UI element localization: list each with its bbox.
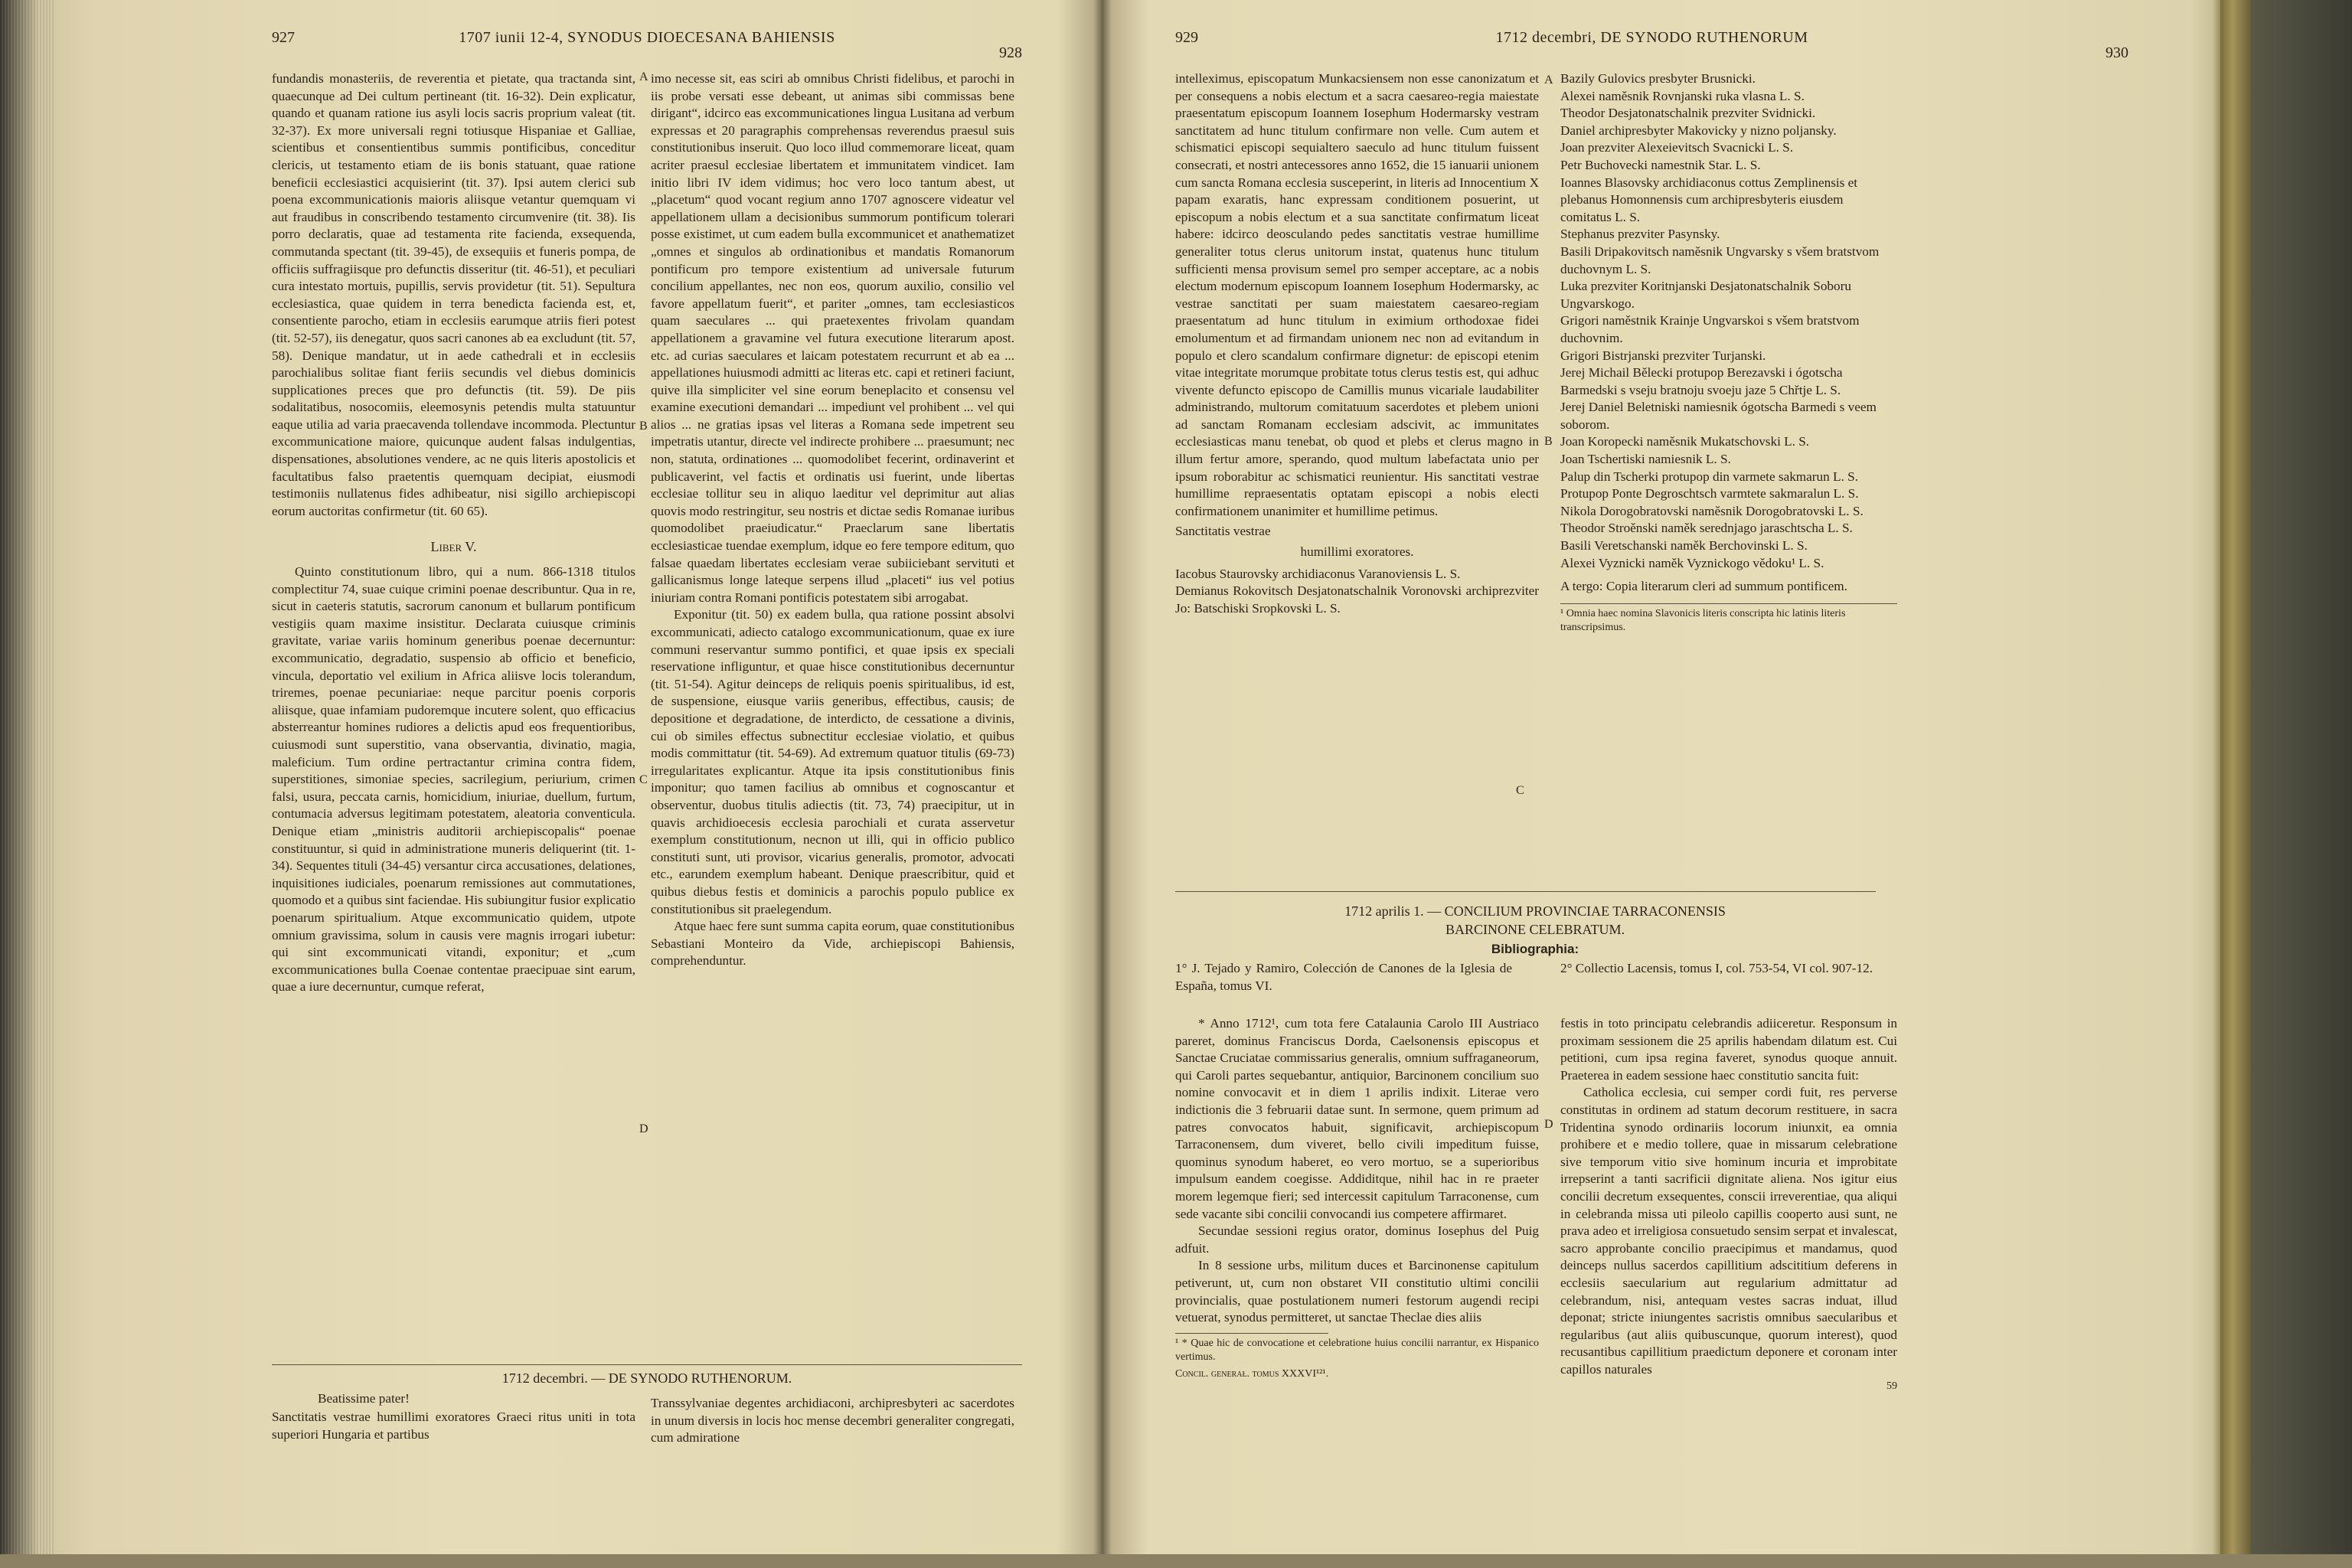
signature-line: Theodor Desjatonatschalnik prezviter Svidnicki.: [1560, 106, 1816, 121]
right-header: [1175, 29, 2197, 60]
margin-letter: D: [639, 1122, 648, 1135]
signature-line: Theodor Stroěnski naměk serednjago jaraschtscha L. S.: [1560, 521, 1853, 536]
section-heading: Liber V.: [430, 539, 477, 555]
paragraph: Secundae sessioni regius orator, dominus Iosephus del Puig adfuit.: [1175, 1223, 1539, 1256]
book-cover-edge: [2220, 0, 2251, 1568]
paragraph: Atque haec fere sunt summa capita eorum, quae constitutionibus Sebastiani Monteiro da Vide, archiepiscopi Bahiensis, comprehenduntur.: [651, 919, 1014, 969]
divider: [1175, 891, 1876, 892]
paragraph: In 8 sessione urbs, militum duces et Barcinonense capitulum petiverunt, ut, cum non obstaret VII constitutio ultimi concilii provincialis, quae postulationem numeri festorum augendi recipi vetuerat, synodus permitteret, ut sanctae Theclae dies aliis: [1175, 1258, 1539, 1325]
closing: Sanctitatis vestrae: [1175, 524, 1271, 539]
left-header: [272, 29, 1022, 60]
signature-line: Joan Tschertiski namiesnik L. S.: [1560, 452, 1731, 467]
page-number: 930: [2105, 44, 2128, 61]
page-number: 928: [999, 44, 1022, 61]
signature-line: Alexei naměsnik Rovnjanski ruka vlasna L. S.: [1560, 88, 1805, 103]
signature-line: Jerej Michail Bělecki protupop Berezavski i ógotscha Barmedski s vseju bratnoju svoeju jaze 5 Chřtje L. S.: [1560, 365, 1843, 397]
signature: Demianus Rokovitsch Desjatonatschalnik Voronovski archiprezviter Jo: Batschiski Sropkovski L. S.: [1175, 583, 1539, 616]
paragraph: imo necesse sit, eas sciri ab omnibus Christi fidelibus, et parochi in iis probe versati esse debeant, ut animas sibi commissas bene dirigant“, idcirco eas excommunicationes lingua Lusitana ad verbum expressas et 20 paragraphis comprehensas reverendus praesul suis constitutionibus inseruit. Quo loco illud commemorare liceat, quam acriter praesul ecclesiae libertatem et immunitatem vindicet. Iam initio libri IV idem vidimus; hoc vero loco tantum abest, ut „placetum“ quod vocant regium anno 1707 agnoscere videatur vel appellationem ullam a decisionibus summorum pontificum tolerari posse existimet, ut cum eadem bulla excommunicet et anathematizet „omnes et singulos ab ordinationibus et mandatis Romanorum pontificum pro tempore existentium ad universale futurum concilium appellantes, nec non eos, quorum auxilio, consilio vel favore appellatum fuerit“, et pariter „omnes, tam ecclesiasticos quam saeculares ... qui praetexentes frivolam quandam appellationem a gravamine vel futura executione literarum apost. etc. ad curias saeculares et laicam potestatem recurrunt et ab ea ... appellationes huiusmodi admitti ac literas etc. capi et retineri faciunt, quive illa simpliciter vel sine eorum beneplacito et consensu vel examine executioni demandari ... impediunt vel prohibent ... vel qui alios ... ne gratias ipsas vel literas a Romana sede impetrent seu impetratis utantur, directe vel indirecte prohibere ... praesumunt; nec non, statuta, ordinationes ... quomodolibet fecerint, ordinaverint et publicaverint, vel factis et ordinatis usi fuerint, unde libertas ecclesiae tollitur seu in aliquo laeditur vel deprimitur aut alias quovis modo restringitur, seu nostris et dictae sedis Romanae iuribus quomodolibet praeiudicatur.“ Praeclarum sane libertatis ecclesiasticae tuendae exemplum, idque eo fere tempore editum, quo falsae quaedam libertates ecclesiam verae subiiciebant servituti et gallicanismus longe lateque serpens illud „placeti“ ius vel potius iniuriam contra Romani pontificis potestatem sibi arrogabat.: [651, 71, 1014, 605]
margin-letter: A: [1544, 74, 1553, 87]
margin-letter: C: [1516, 784, 1524, 797]
paragraph: festis in toto principatu celebrandis adiiceretur. Responsum in proximam sessionem die 25 aprilis habendam dilatum est. Cui petitioni, cum ipsa regina faveret, synodus quoque annuit. Praeterea in eadem sessione haec constitutio sancita fuit:: [1560, 1016, 1897, 1083]
concil-column-1: [1175, 1015, 1539, 1381]
salutation: Beatissime pater!: [318, 1391, 410, 1406]
signature-line: Bazily Gulovics presbyter Brusnicki.: [1560, 71, 1756, 86]
footnote: ¹ * Quae hic de convocatione et celebratione huius concilii narrantur, ex Hispanico vertimus.: [1175, 1337, 1539, 1363]
section-title: 1712 aprilis 1. — CONCILIUM PROVINCIAE TARRACONENSIS: [1344, 903, 1726, 919]
page-number: 929: [1175, 29, 1198, 46]
right-page: [1175, 0, 2197, 1554]
paragraph: fundandis monasteriis, de reverentia et pietate, qua tractanda sint, quaecunque ad Dei cultum pertineant (tit. 16-32). Dein explicatur, quando et quanam ratione ius asyli locis sacris proprium valeat (tit. 32-37). Ex more universali regni totiusque Hispaniae et Galliae, scientibus et consentientibus summis pontificibus, conceditur clericis, ut testamento etiam de iis bonis statuant, quae ratione beneficii ecclesiastici acquisierint (tit. 37). Ipsi autem clerici sub poena excommunicationis maioris aliisque vetantur quemquam vi aut fraudibus in conscribendo testamento circumvenire (tit. 38). Iis porro declaratis, quae ad testamenta rite facienda, exsequenda, commutanda spectant (tit. 39-45), de exsequiis et funeris pompa, de officiis suffragiisque pro defunctis disseritur (tit. 46-51), et peculiari cura intestato mortuis, pupillis, servis providetur (tit. 51). Sepultura ecclesiastica, quae quidem in terra benedicta facienda est, et, consentiente parocho, etiam in ecclesiis earumque atriis fieri potest (tit. 52-57), iis denegatur, quos sacri canones ab ea excludunt (tit. 57, 58). Denique mandatur, ut in aede cathedrali et in ecclesiis parochialibus solitae fiant feriis secundis vel diebus dominicis supplicationes preces que pro defunctis (tit. 59). De piis sodalitatibus, nosocomiis, eleemosynis petendis multa statuuntur eaque utilia ad varia praecavenda tollendave incommoda. Plectuntur excommunicatione maiore, quicunque audent falsas indulgentias, dispensationes, absolutiones vendere, ac ne quis literis apostolicis et facultatibus falso praetentis quemquam decipiat, eiusmodi testimoniis nullatenus fides adhibeatur, nisi sigillo archiepiscopi eorum auctoritas confirmetur (tit. 60 65).: [272, 71, 635, 518]
margin-letter: B: [1544, 435, 1553, 448]
sheet-number: 59: [1886, 1380, 1897, 1393]
margin-letter: A: [639, 70, 648, 83]
signature-line: Joan Koropecki naměsnik Mukatschovski L. S.: [1560, 434, 1810, 449]
page-edges: [0, 0, 54, 1568]
signature-line: Ioannes Blasovsky archidiaconus cottus Zemplinensis et plebanus Homonnensis cum archipresbyteris eiusdem comitatus L. S.: [1560, 175, 1858, 224]
right-column-2: [1560, 70, 1897, 635]
paragraph: Sanctitatis vestrae humillimi exoratores Graeci ritus uniti in tota superiori Hungaria et partibus: [272, 1410, 635, 1442]
section-title: 1712 decembri. — DE SYNODO RUTHENORUM.: [501, 1370, 792, 1386]
bibliography-heading: Bibliographia:: [1491, 942, 1579, 956]
bibliography-entry: 2° Collectio Lacensis, tomus I, col. 753-54, VI col. 907-12.: [1560, 961, 1873, 975]
signature-line: Joan prezviter Alexeievitsch Svacnicki L. S.: [1560, 140, 1794, 155]
right-column-1: [1175, 70, 1539, 617]
endorsement: A tergo: Copia literarum cleri ad summum pontificem.: [1560, 579, 1847, 594]
paragraph: Quinto constitutionum libro, qui a num. 866-1318 titulos complectitur 74, suae cuique crimini poenae describuntur. Qua in re, sicut in caeteris statutis, sacrorum canonum et bullarum pontificum vestigiis quam maxime insistitur. Declarata cuiusque criminis gravitate, variae variis hominum generibus poenae decernuntur: excommunicatio, degradatio, suspensio ab officio et beneficio, vincula, deportatio vel exilium in Africa aliisve locis tolerandum, triremes, poenae pecuniariae: neque parcitur poenis corporis aliisque, quae infamiam pudoremque incutere solent, quo efficacius absterreantur homines rudiores a delictis apud eos frequentioribus, cuiusmodi sunt superstitio, vana observantia, divinatio, magia, maleficium. Tum ordine pertractantur crimina contra fidem, superstitiones, simoniae species, sacrilegium, periurium, crimen falsi, usura, peccata carnis, homicidium, iniuriae, duellum, furtum, contumacia adversus legitimam potestatem, aleatoria conventicula. Denique etiam „ministris auditorii archiepiscopalis“ poenae constituuntur, si quid in administratione muneris deliquerint (tit. 1-34). Sequentes tituli (34-45) versantur circa accusationes, delationes, inquisitiones iudiciales, poenarum remissiones aut commutationes, quomodo et a quibus sint faciendae. His subiungitur fusior explicatio poenarum spiritualium. Atque excommunicatio quidem, utpote omnium gravissima, solum in causis vere magnis irrogari iubetur: qui sint excommunicati vitandi, exponitur; et „cum excommunicationes bulla Coenae contentae praecipuae sint earum, quae a iure decernuntur, cumque referat,: [272, 564, 635, 995]
signature: Iacobus Staurovsky archidiaconus Varanoviensis L. S.: [1175, 566, 1461, 581]
left-column-2: [651, 70, 1014, 970]
running-title: 1712 decembri, DE SYNODO RUTHENORUM: [1495, 29, 1808, 46]
signature-line: Jerej Daniel Beletniski namiesnik ógotscha Barmedi s veem soborom.: [1560, 400, 1877, 432]
signature-mark: Concil. generał. tomus XXXVI¹²¹.: [1175, 1367, 1329, 1380]
signature-line: Basili Dripakovitsch naměsnik Ungvarsky s všem bratstvom duchovnym L. S.: [1560, 243, 1880, 276]
footnote: ¹ Omnia haec nomina Slavonicis literis conscripta hic latinis literis transcripsimus.: [1560, 603, 1897, 635]
concil-column-2: [1560, 1015, 1897, 1393]
paragraph: intelleximus, episcopatum Munkacsiensem non esse canonizatum et per consequens a nobis electum et a sacra caesareo-regia maiestate praesentatum episcopum Ioannem Iosephum Hodermarsky vestram sanctitatem ad hunc titulum confirmare non velle. Cum autem et schismatici episcopi sequialtero saeculo ad hunc titulum fuissent consecrati, et nostri antecessores anno 1652, die 15 ianuarii unionem cum sancta Romana ecclesia susceperint, in literis ad Innocentium X papam exaratis, hanc expressam conditionem posuerint, ut episcopum a nobis electum et a sua sanctitate confirmatum liceat habere: idcirco deosculando pedes sanctitatis vestrae humillime generaliter totus clerus unitorum instat, quatenus hunc titulum sufficienti mensa provisum semel pro semper acceptare, ac a nobis electum modernum episcopum Ioannem Iosephum Hodermarsky, ac vestrae sanctitati per suam maiestatem caesareo-regiam praesentatum ad hunc titulum in eximium orthodoxae fidei emolumentum et ad firmandam unionem nec non ad evitandum in populo et clero scandalum confirmare dignetur: de episcopi etenim vitae integritate morumque probitate totus clerus testis est, qui adhuc vivente defuncto episcopo de Camillis munus vicariale laudabiliter administrando, multorum comitatuum sacerdotes et plebem unioni ad sanctam Romanam ecclesiam adscivit, ac immunitates ecclesiasticas manu tenebat, ob quod et plebs et clerus magno in illum fertur amore, sperando, quod multum labefactata unio per ipsum roborabitur ac schismatici reunientur. His sanctitati vestrae humillime repraesentatis optatam episcopi a nobis electi confirmationem unanimiter et humillime petimus.: [1175, 71, 1539, 518]
page-number: 927: [272, 29, 295, 46]
margin-letter: B: [639, 420, 648, 433]
running-title: 1707 iunii 12-4, SYNODUS DIOECESANA BAHIENSIS: [459, 29, 835, 46]
signature-line: Grigori naměstnik Krainje Ungvarskoi s všem bratstvom duchovnim.: [1560, 313, 1860, 345]
signature-line: Protupop Ponte Degroschtsch varmtete sakmaralun L. S.: [1560, 486, 1859, 501]
bibliography-entry: 1° J. Tejado y Ramiro, Colección de Canones de la Iglesia de España, tomus VI.: [1175, 961, 1512, 993]
paragraph: Catholica ecclesia, cui semper cordi fuit, res perverse constitutas in ordinem ad statum decorum restituere, in sacra Tridentina synodo ordinariis locorum iniunxit, ea omnia prohibere et e medio tollere, quae in missarum celebratione sive temporum vitio sive hominum incuria et improbitate irrepserint a tanti sacrificii dignitate aliena. Nos igitur eius concilii decretum exsequentes, conscii irreverentiae, qua aliqui in celebranda missa uti pileolo capillis cooperto ausi sunt, ne prava adeo et irreligiosa consuetudo sensim serpat et invalescat, sacro approbante concilio praecipimus et mandamus, quod deinceps nullus sacerdos capillitium adscititium deferens in ecclesiis saecularium aut regularium admittatur ad celebrandum, nisi, antequam vestes sacras induat, illud deponat; stricte iniungentes sacristis omnibus saecularibus et regularibus (aut aliis quibuscunque, quorum interest), quod recusantibus capillitium praedictum deponere et coronam inter capillos naturales: [1560, 1085, 1897, 1377]
signature-line: Nikola Dorogobratovski naměsnik Dorogobratovski L. S.: [1560, 503, 1864, 518]
section-title: BARCINONE CELEBRATUM.: [1445, 922, 1625, 937]
signature-line: Daniel archipresbyter Makovicky y nizno poljansky.: [1560, 122, 1837, 138]
signature-line: Grigori Bistrjanski prezviter Turjanski.: [1560, 348, 1766, 363]
closing: humillimi exoratores.: [1300, 544, 1414, 560]
book-bottom-edge: [0, 1554, 2352, 1568]
margin-letter: C: [639, 773, 648, 786]
paragraph: * Anno 1712¹, cum tota fere Catalaunia Carolo III Austriaco pareret, dominus Franciscus Dorda, Caelsonensis episcopus et Sanctae Cruciatae commissarius generalis, omnium suffraganeorum, qui Caroli partes sequebantur, antiquior, Barcinonem concilium suo nomine convocavit et in diem 1 aprilis indixit. Literae vero indictionis die 3 februarii datae sunt. In sermone, quem primum ad patres convocatos habuit, significavit, archiepiscopum Tarraconensem, dum viveret, bello civili impeditum fuisse, quominus synodum haberet, eo vero mortuo, se a superioribus impulsum eandem coegisse. Addiditque, nihil hac in re praeter morem legemque fieri; sed intercessit capitulum Tarraconense, cum sede vacante sibi concilii convocandi ius competere affirmaret.: [1175, 1016, 1539, 1221]
left-page: [272, 0, 1022, 1554]
signature-line: Palup din Tscherki protupop din varmete sakmarun L. S.: [1560, 469, 1858, 484]
margin-letter: D: [1544, 1118, 1553, 1131]
signature-line: Luka prezviter Koritnjanski Desjatonatschalnik Soboru Ungvarskogo.: [1560, 279, 1851, 311]
left-column-1: [272, 70, 635, 996]
signature-line: Alexei Vyznicki naměk Vyznickogo vědoku¹ L. S.: [1560, 555, 1824, 570]
signature-line: Stephanus prezviter Pasynsky.: [1560, 227, 1720, 242]
signature-line: Petr Buchovecki namestnik Star. L. S.: [1560, 157, 1761, 172]
signature-line: Basili Veretschanski naměk Berchovinski L. S.: [1560, 538, 1808, 554]
paragraph: Transsylvaniae degentes archidiaconi, archipresbyteri ac sacerdotes in unum diversis in locis hoc mense decembri generaliter congregati, cum admiratione: [651, 1396, 1014, 1446]
divider: [272, 1364, 1022, 1365]
paragraph: Exponitur (tit. 50) ex eadem bulla, qua ratione possint absolvi excommunicati, adiecto catalogo excommunicationum, quae ex iure communi reservantur summo pontifici, et quae ipsis ex speciali reservatione infliguntur, et quae hisce constitutionibus decernuntur (tit. 51-54). Agitur deinceps de reliquis poenis spiritualibus, id est, de suspensione, eiusque variis generibus, effectibus, causis; de depositione et degradatione, de interdicto, de cessatione a divinis, cui ob similes effectus subnectitur ecclesiae violatio, et quibus modis committatur (tit. 54-69). Ad extremum quatuor titulis (69-73) irregularitates explicantur. Atque ita ipsis constitutionibus finis imponitur; quo tamen facilius ab omnibus et cognoscantur et observentur, duobus titulis adiectis (tit. 73, 74) praecipitur, ut in quavis archidioecesis ecclesia parochiali et curata asservetur exemplum constitutionum, necnon ut illi, qui in officio publico constituti sunt, uti provisor, vicarius generalis, promotor, advocati etc., earundem exemplum habeant. Denique praescribitur, quid et quibus diebus festis et dominicis a parochis populo publice ex constitutionibus sit praelegendum.: [651, 607, 1014, 916]
